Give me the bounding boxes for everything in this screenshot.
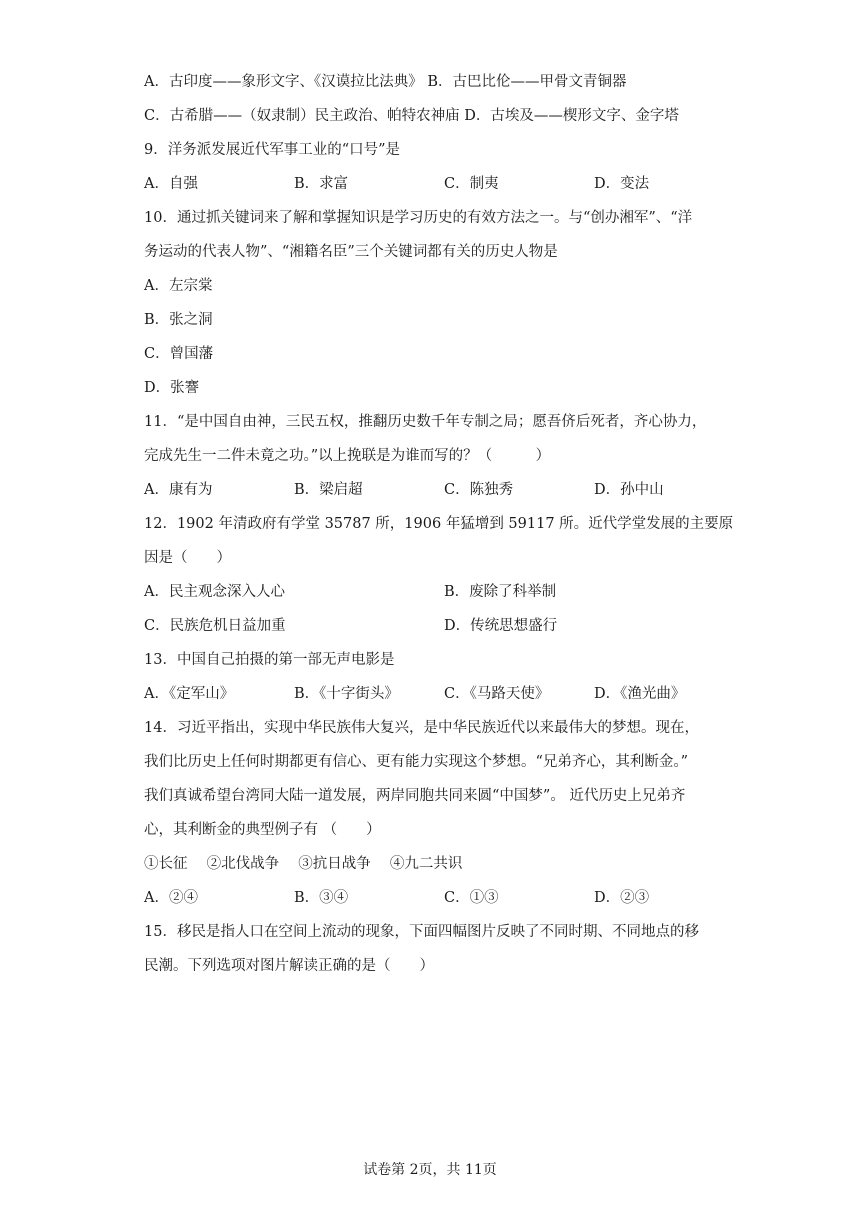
q13-option-b[interactable]: B．《十字街头》 (294, 686, 399, 702)
q14-stem-line4: 心，其利断金的典型例子有 （ ） (144, 822, 381, 838)
q10-option-d[interactable]: D．张謇 (144, 380, 200, 396)
q14-option-b[interactable]: B．③④ (294, 890, 349, 906)
q10-option-c[interactable]: C．曾国藩 (144, 346, 214, 362)
q11-option-b[interactable]: B．梁启超 (294, 482, 363, 498)
q13-option-a[interactable]: A．《定军山》 (144, 686, 235, 702)
q11-stem-line2: 完成先生一二件未竟之功。”以上挽联是为谁而写的？（ ） (144, 448, 551, 464)
q11-option-a[interactable]: A．康有为 (144, 482, 213, 498)
q15-stem-line1: 15．移民是指人口在空间上流动的现象，下面四幅图片反映了不同时期、不同地点的移 (144, 924, 699, 940)
page-footer: 试卷第 2页，共 11页 (363, 1162, 497, 1178)
q10-stem-line1: 10．通过抓关键词来了解和掌握知识是学习历史的有效方法之一。与“创办湘军”、“洋 (144, 210, 693, 226)
q11-option-d[interactable]: D．孙中山 (594, 482, 664, 498)
q8-option-line-ab: A．古印度——象形文字、《汉谟拉比法典》 B．古巴比伦——甲骨文青铜器 (144, 74, 627, 90)
q9-stem: 9．洋务派发展近代军事工业的“口号”是 (144, 142, 401, 158)
q12-option-d[interactable]: D．传统思想盛行 (444, 618, 558, 634)
q12-option-b[interactable]: B．废除了科举制 (444, 584, 557, 600)
q14-option-c[interactable]: C．①③ (444, 890, 499, 906)
q13-option-d[interactable]: D．《渔光曲》 (594, 686, 686, 702)
q10-option-b[interactable]: B．张之洞 (144, 312, 213, 328)
q14-stem-line2: 我们比历史上任何时期都更有信心、更有能力实现这个梦想。“兄弟齐心，其利断金。” (144, 754, 689, 770)
q12-stem-line1: 12．1902 年清政府有学堂 35787 所，1906 年猛增到 59117 所。近代学堂发展的主要原 (144, 516, 734, 532)
q14-option-a[interactable]: A．②④ (144, 890, 198, 906)
q13-stem: 13．中国自己拍摄的第一部无声电影是 (144, 652, 395, 668)
q14-option-d[interactable]: D．②③ (594, 890, 650, 906)
q15-stem-line2: 民潮。下列选项对图片解读正确的是（ ） (144, 958, 434, 974)
q9-option-c[interactable]: C．制夷 (444, 176, 499, 192)
q11-option-c[interactable]: C．陈独秀 (444, 482, 514, 498)
q9-option-b[interactable]: B．求富 (294, 176, 349, 192)
q14-items: ①长征 ②北伐战争 ③抗日战争 ④九二共识 (144, 856, 463, 872)
q12-stem-line2: 因是（ ） (144, 550, 231, 566)
q13-option-c[interactable]: C．《马路天使》 (444, 686, 550, 702)
q14-stem-line1: 14．习近平指出，实现中华民族伟大复兴，是中华民族近代以来最伟大的梦想。现在， (144, 720, 699, 736)
q10-option-a[interactable]: A．左宗棠 (144, 278, 213, 294)
q10-stem-line2: 务运动的代表人物”、“湘籍名臣”三个关键词都有关的历史人物是 (144, 244, 558, 260)
q14-stem-line3: 我们真诚希望台湾同大陆一道发展，两岸同胞共同来圆“中国梦”。 近代历史上兄弟齐 (144, 788, 686, 804)
q9-option-a[interactable]: A．自强 (144, 176, 198, 192)
q11-stem-line1: 11．“是中国自由神，三民五权，推翻历史数千年专制之局；愿吾侪后死者，齐心协力， (144, 414, 707, 430)
q9-option-d[interactable]: D．变法 (594, 176, 650, 192)
q12-option-a[interactable]: A．民主观念深入人心 (144, 584, 285, 600)
q8-option-line-cd: C．古希腊——（奴隶制）民主政治、帕特农神庙 D．古埃及——楔形文字、金字塔 (144, 108, 679, 124)
q12-option-c[interactable]: C．民族危机日益加重 (144, 618, 286, 634)
